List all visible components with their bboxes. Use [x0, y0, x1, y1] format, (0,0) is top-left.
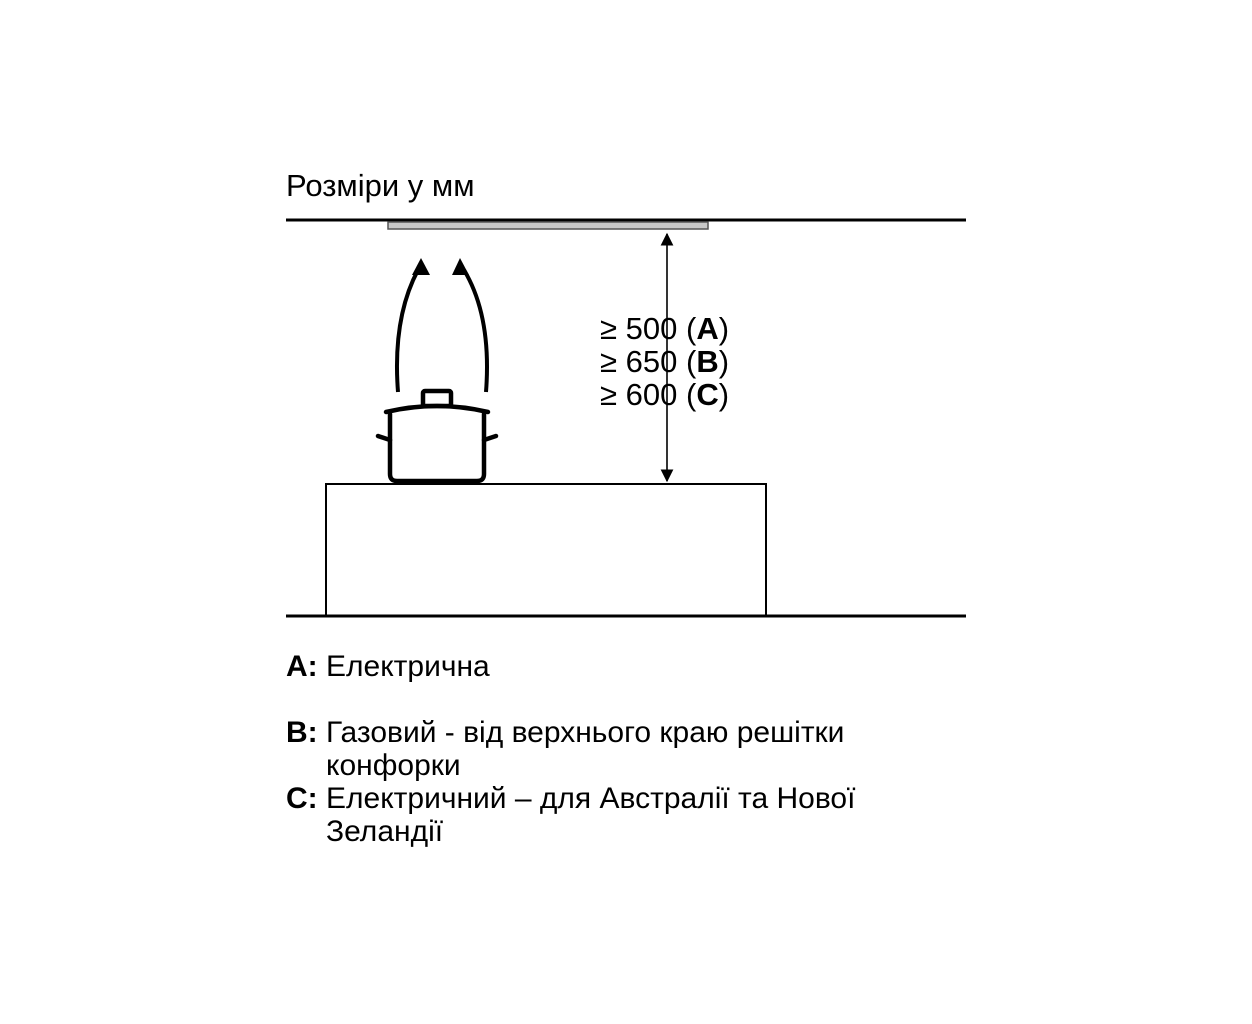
legend — [286, 650, 966, 848]
diagram-title: Розміри у мм — [286, 168, 475, 203]
legend-item-a: A: Електрична — [286, 650, 490, 683]
hood-panel — [388, 222, 708, 229]
dimension-b: ≥ 650 (B) — [600, 344, 730, 379]
cooking-pot-icon — [378, 391, 496, 481]
legend-item-c: C: Електричний – для Австралії та Нової Зеландії — [286, 782, 856, 848]
legend-item-b: B: Газовий - від верхнього краю решітки конфорки — [286, 716, 845, 782]
worktop-cabinet — [326, 484, 766, 616]
steam-arrows — [397, 258, 487, 392]
dimension-c: ≥ 600 (C) — [600, 377, 730, 412]
dimension-values — [600, 312, 729, 411]
dimension-a: ≥ 500 (A) — [600, 311, 730, 346]
